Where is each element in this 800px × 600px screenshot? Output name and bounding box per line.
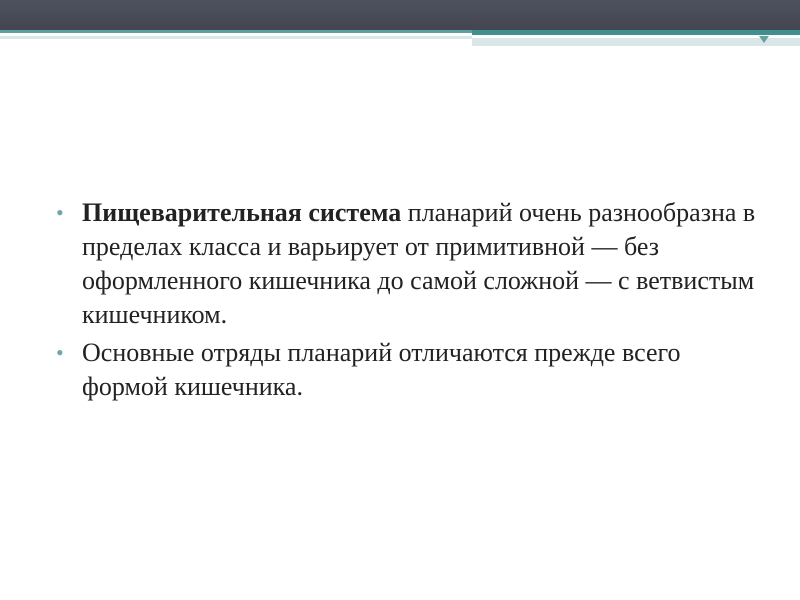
header-bar [0,0,800,30]
bullet-item [56,196,756,332]
bullet-list [56,196,756,404]
bullet-bold-term: Пищеварительная система [82,198,402,227]
bullet-dot-icon: • [56,200,64,225]
slide-body [56,196,756,408]
bullet-dot-icon: • [56,340,64,365]
pale-strip-right [472,38,800,46]
triangle-marker-icon [759,36,769,43]
accent-strip-left [0,30,472,33]
bullet-item [56,336,756,404]
accent-strip-right [472,30,800,35]
pale-strip-left [0,36,472,39]
bullet-text: планарий очень разнообразна в пределах класса и варьирует от примитивной — без оформленного кишечника до самой сложной — с ветвистым кишечником. [82,198,756,329]
bullet-text: Основные отряды планарий отличаются прежде всего формой кишечника. [82,338,681,401]
